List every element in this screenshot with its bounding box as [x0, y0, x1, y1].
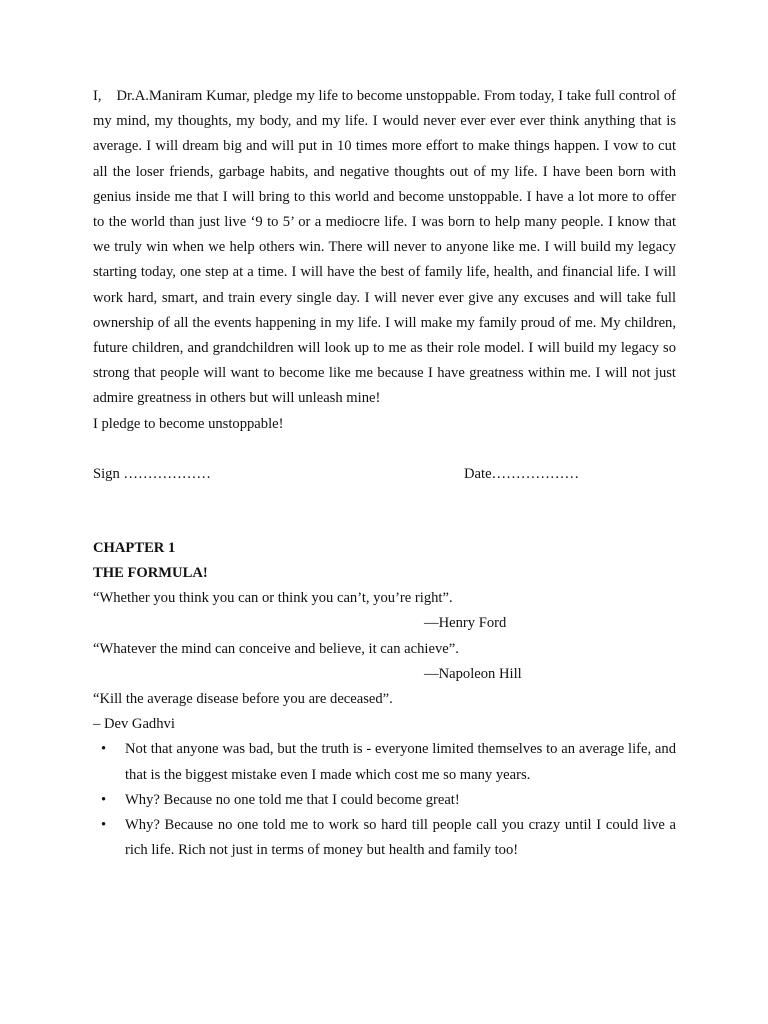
bullet-icon: • [101, 817, 107, 834]
quote-author: – Dev Gadhvi [93, 716, 175, 733]
bullet-icon: • [101, 791, 107, 808]
pledge-paragraph: I, Dr.A.Maniram Kumar, pledge my life to become unstoppable. From today, I take full control of my mind, my thoughts, my body, and my life. I would never ever ever ever think anything that is average. I will dream big and will put in 10 times more effort to make things happen. I vow to cut all the loser friends, garbage habits, and negative thoughts out of my life. I have been born with genius inside me that I will bring to this world and become unstoppable. I have a lot more to offer to the world than just live ‘9 to 5’ or a mediocre life. I was born to help many people. I know that we truly win when we help others win. There will never to anyone like me. I will build my legacy starting today, one step at a time. I will have the best of family life, health, and financial life. I will work hard, smart, and train every single day. I will never ever give any excuses and will take full ownership of all the events happening in my life. I will make my family proud of me. My children, future children, and grandchildren will look up to me as their role model. I will build my legacy so strong that people will want to become like me because I have greatness within me. I will not just admire greatness in others but will unleash mine! [93, 88, 676, 407]
bullet-list [93, 737, 676, 863]
date-field: Date……………… [464, 465, 580, 482]
sign-field: Sign ……………… [93, 465, 211, 482]
quote-author: —Napoleon Hill [424, 665, 522, 682]
chapter-section [93, 536, 676, 864]
quote-text: “Kill the average disease before you are deceased”. [93, 691, 393, 708]
signature-row [93, 462, 676, 487]
document-page [93, 84, 676, 863]
quote-text: “Whatever the mind can conceive and believe, it can achieve”. [93, 640, 459, 657]
quote-author: —Henry Ford [424, 615, 507, 632]
chapter-title: THE FORMULA! [93, 565, 208, 582]
list-item [93, 737, 676, 787]
quote-text: “Whether you think you can or think you can’t, you’re right”. [93, 590, 453, 607]
pledge-closing: I pledge to become unstoppable! [93, 415, 284, 432]
chapter-number: CHAPTER 1 [93, 539, 176, 556]
list-item [93, 788, 676, 813]
bullet-icon: • [101, 741, 107, 758]
list-item-text: Why? Because no one told me that I could become great! [125, 791, 460, 808]
list-item-text: Why? Because no one told me to work so hard till people call you crazy until I could live a rich life. Rich not just in terms of money but health and family too! [125, 817, 676, 859]
list-item-text: Not that anyone was bad, but the truth is - everyone limited themselves to an average life, and that is the biggest mistake even I made which cost me so many years. [125, 741, 676, 783]
list-item [93, 813, 676, 863]
